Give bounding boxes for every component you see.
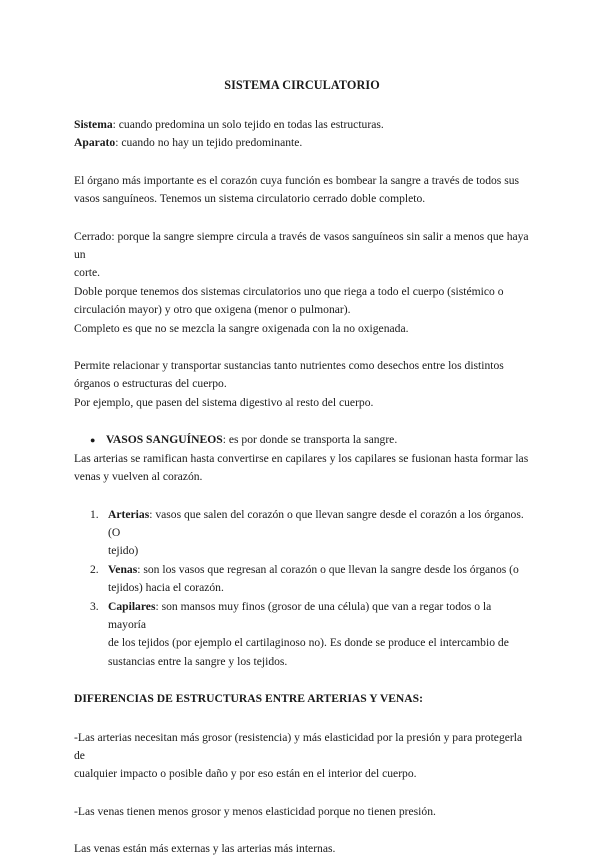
definitions	[74, 116, 530, 153]
term-capilares: Capilares	[108, 599, 156, 613]
list-item-arterias	[90, 506, 530, 561]
differences-line: -Las venas tienen menos grosor y menos elasticidad porque no tienen presión.	[74, 804, 436, 818]
differences-line: Las venas están más externas y las arterias más internas.	[74, 842, 336, 856]
explain-line: circulación mayor) y otro que oxigena (menor o pulmonar).	[74, 303, 351, 317]
explain-line: Completo es que no se mezcla la sangre oxigenada con la no oxigenada.	[74, 321, 409, 335]
capilares-text: : son mansos muy finos (grosor de una célula) que van a regar todos o la mayoría	[108, 599, 492, 631]
term-arterias: Arterias	[108, 507, 150, 521]
bullet-icon: ●	[90, 435, 96, 446]
list-item-capilares	[90, 598, 530, 672]
vasos-line: venas y vuelven al corazón.	[74, 470, 203, 484]
function-paragraph	[74, 357, 530, 412]
intro-line: El órgano más importante es el corazón cuya función es bombear la sangre a través de todos sus	[74, 173, 520, 187]
arterias-text: tejido)	[108, 544, 139, 558]
differences-line: -Las arterias necesitan más grosor (resistencia) y más elasticidad por la presión y para protegerla de	[74, 730, 523, 762]
differences-line: cualquier impacto o posible daño y por eso están en el interior del cuerpo.	[74, 767, 417, 781]
page-title: SISTEMA CIRCULATORIO	[224, 78, 380, 92]
explain-paragraph	[74, 228, 530, 338]
explain-line: Doble porque tenemos dos sistemas circulatorios uno que riega a todo el cuerpo (sistémico o	[74, 284, 504, 298]
list-item-venas	[90, 561, 530, 598]
definition-sistema	[74, 116, 530, 134]
function-line: Por ejemplo, que pasen del sistema digestivo al resto del cuerpo.	[74, 395, 374, 409]
list-number: 2.	[90, 562, 99, 576]
vasos-line: Las arterias se ramifican hasta convertirse en capilares y los capilares se fusionan hasta formar las	[74, 451, 529, 465]
definition-sistema-text: : cuando predomina un solo tejido en todas las estructuras.	[112, 118, 384, 131]
function-line: órganos o estructuras del cuerpo.	[74, 377, 227, 391]
capilares-text: de los tejidos (por ejemplo el cartilaginoso no). Es donde se produce el intercambio de	[108, 636, 509, 650]
vessel-types-list	[74, 506, 530, 672]
differences-veins	[74, 803, 530, 821]
venas-text: : son los vasos que regresan al corazón o que llevan la sangre desde los órganos (o	[137, 562, 519, 576]
vasos-bullet-item	[74, 431, 530, 449]
intro-paragraph	[74, 172, 530, 209]
list-number: 1.	[90, 507, 99, 521]
explain-line: Cerrado: porque la sangre siempre circula a través de vasos sanguíneos sin salir a menos que haya un	[74, 229, 529, 262]
arterias-text: : vasos que salen del corazón o que llevan sangre desde el corazón a los órganos. (O	[108, 507, 524, 539]
vasos-section	[74, 431, 530, 486]
term-aparato: Aparato	[74, 136, 116, 150]
term-venas: Venas	[108, 562, 138, 576]
list-number: 3.	[90, 599, 99, 613]
differences-position	[74, 840, 530, 858]
vasos-text: : es por donde se transporta la sangre.	[222, 433, 398, 447]
differences-heading: DIFERENCIAS DE ESTRUCTURAS ENTRE ARTERIAS Y VENAS:	[74, 692, 423, 706]
explain-line: corte.	[74, 266, 101, 280]
definition-aparato-text: : cuando no hay un tejido predominante.	[115, 136, 303, 150]
definition-aparato	[74, 134, 530, 152]
capilares-text: sustancias entre la sangre y los tejidos.	[108, 654, 288, 668]
venas-text: tejidos) hacia el corazón.	[108, 581, 224, 595]
intro-line: vasos sanguíneos. Tenemos un sistema circulatorio cerrado doble completo.	[74, 192, 426, 206]
vasos-term: VASOS SANGUÍNEOS	[106, 433, 223, 447]
function-line: Permite relacionar y transportar sustancias tanto nutrientes como desechos entre los distintos	[74, 359, 504, 373]
differences-arteries	[74, 729, 530, 784]
term-sistema: Sistema	[74, 118, 113, 131]
